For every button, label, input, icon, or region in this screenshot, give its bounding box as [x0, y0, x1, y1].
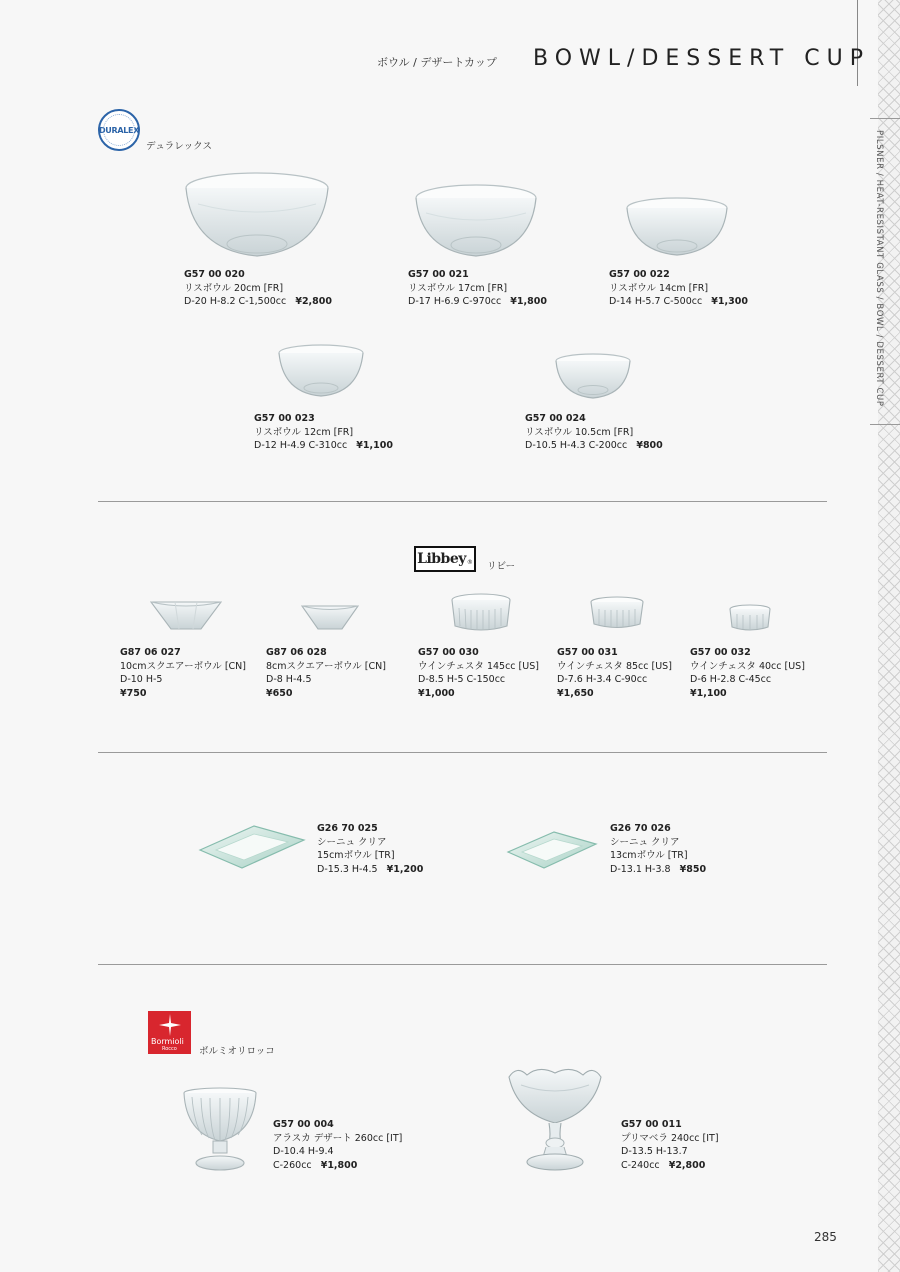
bowl-14cm-image	[625, 196, 729, 258]
star-icon	[158, 1013, 182, 1037]
bowl-10-5cm-image	[554, 352, 632, 400]
product-name: ウインチェスタ 145cc [US]	[418, 660, 539, 672]
product-code: G57 00 021	[408, 269, 469, 280]
product-code: G87 06 028	[266, 647, 327, 658]
product-name: リスボウル 20cm [FR]	[184, 282, 284, 294]
product-price: ¥1,300	[711, 296, 748, 307]
product-code: G26 70 025	[317, 823, 378, 834]
product-price: ¥1,800	[510, 296, 547, 307]
product-price: ¥750	[120, 687, 147, 699]
product-info	[120, 646, 246, 700]
cygne-bowl-13cm-image	[506, 828, 598, 872]
product-info	[609, 268, 748, 309]
product-spec-line2: C-260cc	[273, 1159, 312, 1171]
product-info	[317, 822, 423, 876]
product-code: G57 00 022	[609, 269, 670, 280]
product-spec: D-7.6 H-3.4 C-90cc	[557, 674, 648, 685]
product-spec: D-13.5 H-13.7	[621, 1146, 688, 1157]
alaska-dessert-image	[182, 1087, 258, 1173]
product-info	[418, 646, 539, 700]
product-spec: D-8 H-4.5	[266, 674, 312, 685]
product-info	[621, 1118, 719, 1172]
product-code: G57 00 023	[254, 413, 315, 424]
product-name: リスボウル 14cm [FR]	[609, 282, 709, 294]
product-name: ウインチェスタ 40cc [US]	[690, 660, 805, 672]
product-name: リスボウル 10.5cm [FR]	[525, 426, 634, 438]
section-divider	[98, 964, 827, 965]
product-price: ¥1,800	[320, 1159, 358, 1171]
product-price: ¥1,100	[356, 440, 393, 451]
product-spec: D-15.3 H-4.5	[317, 863, 378, 875]
section-divider	[98, 501, 827, 502]
product-name-line2: 13cmボウル [TR]	[610, 850, 688, 861]
product-name-line2: 15cmボウル [TR]	[317, 850, 395, 861]
product-price: ¥2,800	[295, 296, 332, 307]
product-info	[557, 646, 672, 700]
product-spec: D-14 H-5.7 C-500cc	[609, 296, 703, 307]
product-price: ¥650	[266, 687, 293, 699]
winchester-145cc-image	[449, 592, 513, 634]
product-info	[254, 412, 393, 453]
product-code: G57 00 011	[621, 1119, 682, 1130]
bormioli-logo-subtext: Rocco	[162, 1046, 177, 1052]
product-name: シーニュ クリア	[317, 836, 387, 848]
libbey-logo-text: Libbey	[417, 551, 466, 567]
product-info	[690, 646, 805, 700]
product-code: G57 00 024	[525, 413, 586, 424]
product-name: 8cmスクエアーボウル [CN]	[266, 660, 386, 672]
product-name: シーニュ クリア	[610, 836, 680, 848]
product-spec: D-12 H-4.9 C-310cc	[254, 440, 348, 451]
product-spec: D-10.4 H-9.4	[273, 1146, 334, 1157]
product-info	[408, 268, 547, 309]
winchester-40cc-image	[728, 603, 772, 633]
winchester-85cc-image	[588, 595, 646, 631]
product-price: ¥1,000	[418, 687, 455, 699]
square-bowl-10cm-image	[149, 596, 223, 632]
product-price: ¥800	[636, 440, 663, 451]
product-spec: D-8.5 H-5 C-150cc	[418, 674, 506, 685]
product-price: ¥1,200	[386, 863, 424, 875]
product-price: ¥2,800	[668, 1159, 706, 1171]
side-tick-bottom	[870, 424, 900, 425]
product-name: アラスカ デザート 260cc [IT]	[273, 1132, 403, 1144]
product-price: ¥1,650	[557, 687, 594, 699]
duralex-brand-label: デュラレックス	[146, 141, 213, 152]
product-name: リスボウル 12cm [FR]	[254, 426, 354, 438]
product-code: G57 00 031	[557, 647, 618, 658]
product-name: ウインチェスタ 85cc [US]	[557, 660, 672, 672]
product-spec: D-10 H-5	[120, 674, 163, 685]
product-price: ¥1,100	[690, 687, 727, 699]
libbey-brand-label: リビー	[487, 561, 516, 572]
libbey-logo: Libbey ®	[414, 546, 476, 572]
product-spec: D-6 H-2.8 C-45cc	[690, 674, 772, 685]
product-info	[184, 268, 332, 309]
product-code: G57 00 032	[690, 647, 751, 658]
product-code: G57 00 004	[273, 1119, 334, 1130]
bowl-12cm-image	[277, 343, 365, 399]
cygne-bowl-15cm-image	[198, 822, 306, 872]
product-code: G57 00 020	[184, 269, 245, 280]
primavera-dessert-image	[505, 1063, 605, 1173]
bormioli-logo	[148, 1011, 191, 1054]
square-bowl-8cm-image	[300, 601, 360, 632]
bormioli-logo-text: Bormioli	[151, 1037, 184, 1046]
bormioli-brand-label: ボルミオリロッコ	[199, 1046, 275, 1057]
product-info	[266, 646, 386, 700]
product-code: G87 06 027	[120, 647, 181, 658]
product-name: プリマベラ 240cc [IT]	[621, 1132, 719, 1144]
product-code: G57 00 030	[418, 647, 479, 658]
bowl-17cm-image	[414, 183, 538, 259]
product-info	[273, 1118, 402, 1172]
product-name: 10cmスクエアーボウル [CN]	[120, 660, 246, 672]
product-info	[610, 822, 706, 876]
page-number: 285	[814, 1230, 837, 1244]
product-spec-line2: C-240cc	[621, 1159, 660, 1171]
header-divider	[857, 0, 858, 86]
side-tick-top	[870, 118, 900, 119]
duralex-logo-text: DURALEX	[98, 125, 140, 135]
product-spec: D-13.1 H-3.8	[610, 863, 671, 875]
product-price: ¥850	[679, 863, 707, 875]
product-info	[525, 412, 663, 453]
duralex-logo	[98, 109, 140, 151]
header-title-en: BOWL/DESSERT CUP	[533, 46, 870, 71]
product-spec: D-20 H-8.2 C-1,500cc	[184, 296, 287, 307]
product-name: リスボウル 17cm [FR]	[408, 282, 508, 294]
section-divider	[98, 752, 827, 753]
side-category-label: PILSNER / HEAT-RESISTANT GLASS / BOWL / DESSERT CUP	[874, 130, 884, 407]
header-title-jp: ボウル / デザートカップ	[377, 56, 497, 69]
bowl-20cm-image	[184, 170, 330, 260]
product-code: G26 70 026	[610, 823, 671, 834]
product-spec: D-10.5 H-4.3 C-200cc	[525, 440, 628, 451]
product-spec: D-17 H-6.9 C-970cc	[408, 296, 502, 307]
